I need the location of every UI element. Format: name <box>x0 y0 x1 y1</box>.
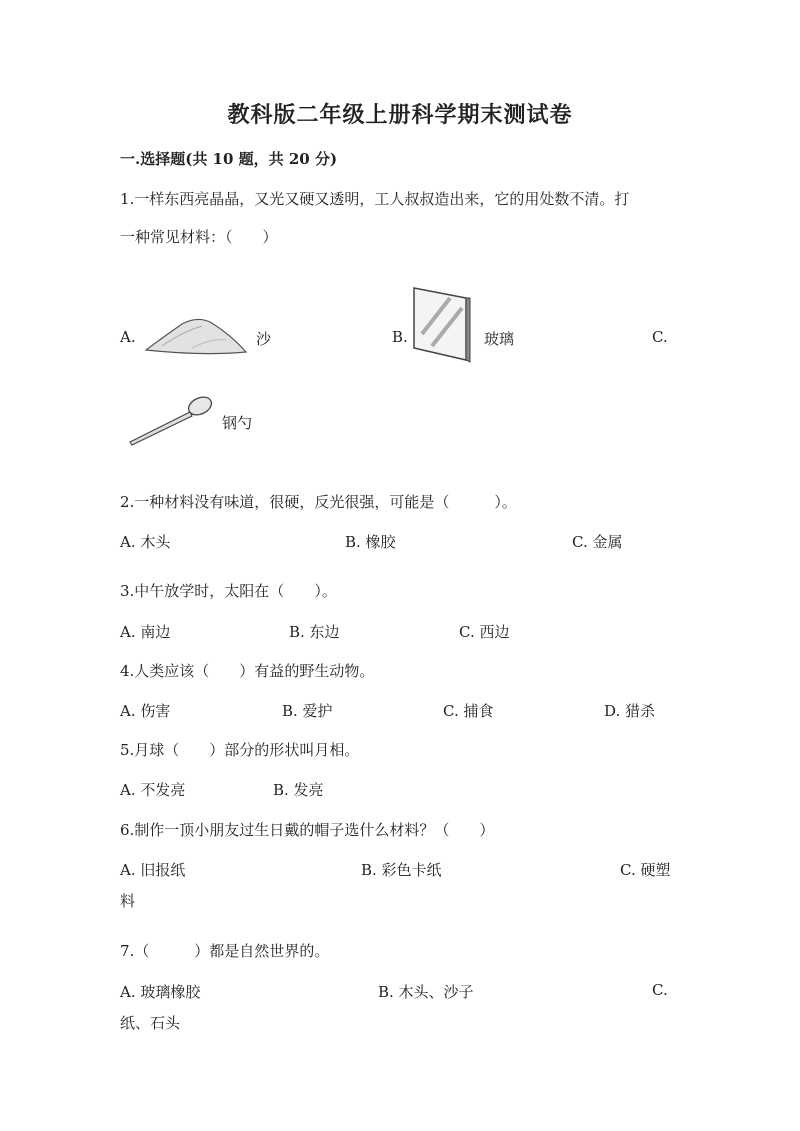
question-6-option-b: B. 彩色卡纸 <box>361 861 442 879</box>
question-1-option-b-label: 玻璃 <box>484 330 515 348</box>
question-1-option-a-label: 沙 <box>256 330 272 348</box>
question-4-option-a: A. 伤害 <box>120 702 171 720</box>
question-4-stem: 4.人类应该（ ）有益的野生动物。 <box>120 662 375 680</box>
steel-spoon-image <box>124 390 216 448</box>
question-7-option-a: A. 玻璃橡胶 <box>120 983 201 1001</box>
question-5-option-a: A. 不发亮 <box>120 781 186 799</box>
question-3-option-a: A. 南边 <box>120 623 171 641</box>
question-1-option-b-letter: B. <box>392 328 408 346</box>
question-7-option-c: C. <box>652 981 668 999</box>
question-1-option-c-label: 钢勺 <box>222 414 253 432</box>
question-7-option-b: B. 木头、沙子 <box>378 983 474 1001</box>
question-6-option-c-wrap: 料 <box>120 892 136 910</box>
page-title: 教科版二年级上册科学期末测试卷 <box>227 102 573 128</box>
question-1-option-c-letter: C. <box>652 328 668 346</box>
question-2-option-b: B. 橡胶 <box>345 533 396 551</box>
question-1-stem-line1: 1.一样东西亮晶晶，又光又硬又透明，工人叔叔造出来，它的用处数不清。打 <box>120 190 630 208</box>
question-2-option-c: C. 金属 <box>572 533 623 551</box>
question-6-option-a: A. 旧报纸 <box>120 861 186 879</box>
question-3-option-c: C. 西边 <box>459 623 510 641</box>
question-1-stem-line2: 一种常见材料：（ ） <box>120 228 278 246</box>
question-2-option-a: A. 木头 <box>120 533 171 551</box>
sand-pile-image <box>142 312 250 358</box>
question-7-option-c-wrap: 纸、石头 <box>120 1014 181 1032</box>
question-2-stem: 2.一种材料没有味道，很硬，反光很强，可能是（ ）。 <box>120 493 517 511</box>
question-3-option-b: B. 东边 <box>289 623 340 641</box>
question-1-option-a-letter: A. <box>120 328 136 346</box>
glass-pane-image <box>410 284 472 364</box>
question-6-option-c: C. 硬塑 <box>620 861 671 879</box>
question-7-stem: 7.（ ）都是自然世界的。 <box>120 942 330 960</box>
section-heading: 一.选择题(共 10 题，共 20 分) <box>120 150 338 168</box>
question-5-option-b: B. 发亮 <box>273 781 324 799</box>
question-4-option-b: B. 爱护 <box>282 702 333 720</box>
question-5-stem: 5.月球（ ）部分的形状叫月相。 <box>120 741 360 759</box>
question-4-option-d: D. 猎杀 <box>604 702 656 720</box>
question-6-stem: 6.制作一顶小朋友过生日戴的帽子选什么材料？（ ） <box>120 821 495 839</box>
question-3-stem: 3.中午放学时，太阳在（ ）。 <box>120 582 337 600</box>
question-4-option-c: C. 捕食 <box>443 702 494 720</box>
